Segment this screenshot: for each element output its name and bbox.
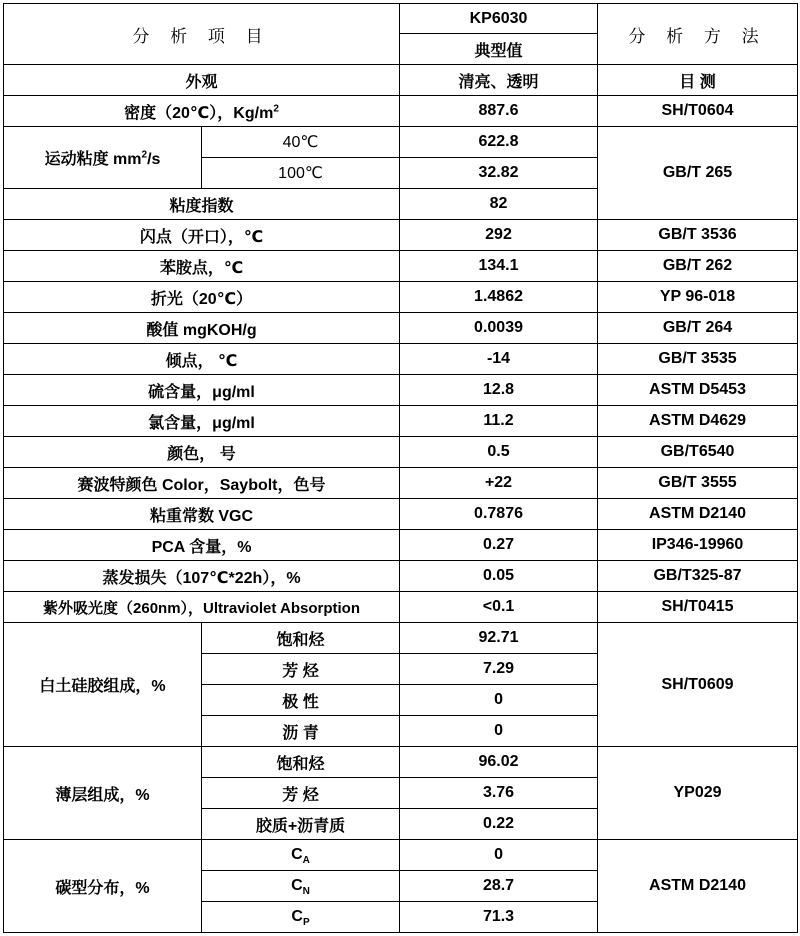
- carbon-value: 71.3: [400, 902, 598, 933]
- refraction-label: 折光（20℃）: [4, 282, 400, 313]
- clay-value: 0: [400, 685, 598, 716]
- pour-value: -14: [400, 344, 598, 375]
- carbon-value: 0: [400, 840, 598, 871]
- sulfur-method: ASTM D5453: [598, 375, 798, 406]
- vgc-value: 0.7876: [400, 499, 598, 530]
- viscosity-value-100: 32.82: [400, 158, 598, 189]
- clay-value: 92.71: [400, 623, 598, 654]
- thin-sub: 胶质+沥青质: [202, 809, 400, 840]
- acid-label: 酸值 mgKOH/g: [4, 313, 400, 344]
- header-product: KP6030: [400, 4, 598, 34]
- pca-value: 0.27: [400, 530, 598, 561]
- carbon-method: ASTM D2140: [598, 840, 798, 933]
- viscosity-sub-100: 100℃: [202, 158, 400, 189]
- row-flash: [4, 220, 798, 251]
- clay-value: 0: [400, 716, 598, 747]
- viscosity-sub-40: 40℃: [202, 127, 400, 158]
- density-value: 887.6: [400, 96, 598, 127]
- thin-label: 薄层组成，%: [4, 747, 202, 840]
- appearance-label: 外观: [4, 65, 400, 96]
- evap-value: 0.05: [400, 561, 598, 592]
- pca-method: IP346-19960: [598, 530, 798, 561]
- header-method: 分 析 方 法: [598, 4, 798, 65]
- density-method: SH/T0604: [598, 96, 798, 127]
- row-saybolt: [4, 468, 798, 499]
- row-acid: [4, 313, 798, 344]
- clay-value: 7.29: [400, 654, 598, 685]
- refraction-method: YP 96-018: [598, 282, 798, 313]
- acid-value: 0.0039: [400, 313, 598, 344]
- color-method: GB/T6540: [598, 437, 798, 468]
- pca-label: PCA 含量，%: [4, 530, 400, 561]
- clay-sub: 沥 青: [202, 716, 400, 747]
- viscosity-method: GB/T 265: [598, 127, 798, 220]
- uv-method: SH/T0415: [598, 592, 798, 623]
- clay-label: 白土硅胶组成，%: [4, 623, 202, 747]
- carbon-sub: $C_N$: [202, 871, 400, 902]
- vgc-label: 粘重常数 VGC: [4, 499, 400, 530]
- flash-value: 292: [400, 220, 598, 251]
- carbon-sub: $C_P$: [202, 902, 400, 933]
- thin-value: 96.02: [400, 747, 598, 778]
- evap-label: 蒸发损失（107℃*22h），%: [4, 561, 400, 592]
- carbon-label: 碳型分布，%: [4, 840, 202, 933]
- clay-sub: 芳 烃: [202, 654, 400, 685]
- row-pca: [4, 530, 798, 561]
- row-carbon-1: [4, 840, 798, 871]
- flash-method: GB/T 3536: [598, 220, 798, 251]
- header-item: 分 析 项 目: [4, 4, 400, 65]
- vgc-method: ASTM D2140: [598, 499, 798, 530]
- row-density: [4, 96, 798, 127]
- pour-label: 倾点， ℃: [4, 344, 400, 375]
- flash-label: 闪点（开口），℃: [4, 220, 400, 251]
- color-label: 颜色， 号: [4, 437, 400, 468]
- clay-method: SH/T0609: [598, 623, 798, 747]
- aniline-value: 134.1: [400, 251, 598, 282]
- evap-method: GB/T325-87: [598, 561, 798, 592]
- viscosity-value-40: 622.8: [400, 127, 598, 158]
- acid-method: GB/T 264: [598, 313, 798, 344]
- row-pour: [4, 344, 798, 375]
- row-appearance: [4, 65, 798, 96]
- thin-sub: 饱和烃: [202, 747, 400, 778]
- saybolt-label: 赛波特颜色 Color，Saybolt，色号: [4, 468, 400, 499]
- clay-sub: 饱和烃: [202, 623, 400, 654]
- saybolt-method: GB/T 3555: [598, 468, 798, 499]
- carbon-sub: $C_A$: [202, 840, 400, 871]
- thin-value: 3.76: [400, 778, 598, 809]
- sulfur-label: 硫含量，μg/ml: [4, 375, 400, 406]
- row-sulfur: [4, 375, 798, 406]
- viscosity-label: 运动粘度 $mm^2/s$: [4, 127, 202, 189]
- thin-value: 0.22: [400, 809, 598, 840]
- saybolt-value: +22: [400, 468, 598, 499]
- thin-sub: 芳 烃: [202, 778, 400, 809]
- header-typical: 典型值: [400, 34, 598, 65]
- pour-method: GB/T 3535: [598, 344, 798, 375]
- chlorine-label: 氯含量，μg/ml: [4, 406, 400, 437]
- chlorine-method: ASTM D4629: [598, 406, 798, 437]
- appearance-value: 清亮、透明: [400, 65, 598, 96]
- vi-value: 82: [400, 189, 598, 220]
- aniline-label: 苯胺点，℃: [4, 251, 400, 282]
- clay-sub: 极 性: [202, 685, 400, 716]
- aniline-method: GB/T 262: [598, 251, 798, 282]
- uv-label: 紫外吸光度（260nm），Ultraviolet Absorption: [4, 592, 400, 623]
- chlorine-value: 11.2: [400, 406, 598, 437]
- row-uv: [4, 592, 798, 623]
- row-refraction: [4, 282, 798, 313]
- density-label: 密度（20℃），$Kg/m^2$: [4, 96, 400, 127]
- refraction-value: 1.4862: [400, 282, 598, 313]
- row-chlorine: [4, 406, 798, 437]
- row-evap: [4, 561, 798, 592]
- row-clay-1: [4, 623, 798, 654]
- vi-label: 粘度指数: [4, 189, 400, 220]
- appearance-method: 目 测: [598, 65, 798, 96]
- row-viscosity-40: [4, 127, 798, 158]
- row-thin-1: [4, 747, 798, 778]
- thin-method: YP029: [598, 747, 798, 840]
- row-vgc: [4, 499, 798, 530]
- row-color: [4, 437, 798, 468]
- uv-value: <0.1: [400, 592, 598, 623]
- carbon-value: 28.7: [400, 871, 598, 902]
- spec-table: [3, 3, 798, 933]
- color-value: 0.5: [400, 437, 598, 468]
- sulfur-value: 12.8: [400, 375, 598, 406]
- row-aniline: [4, 251, 798, 282]
